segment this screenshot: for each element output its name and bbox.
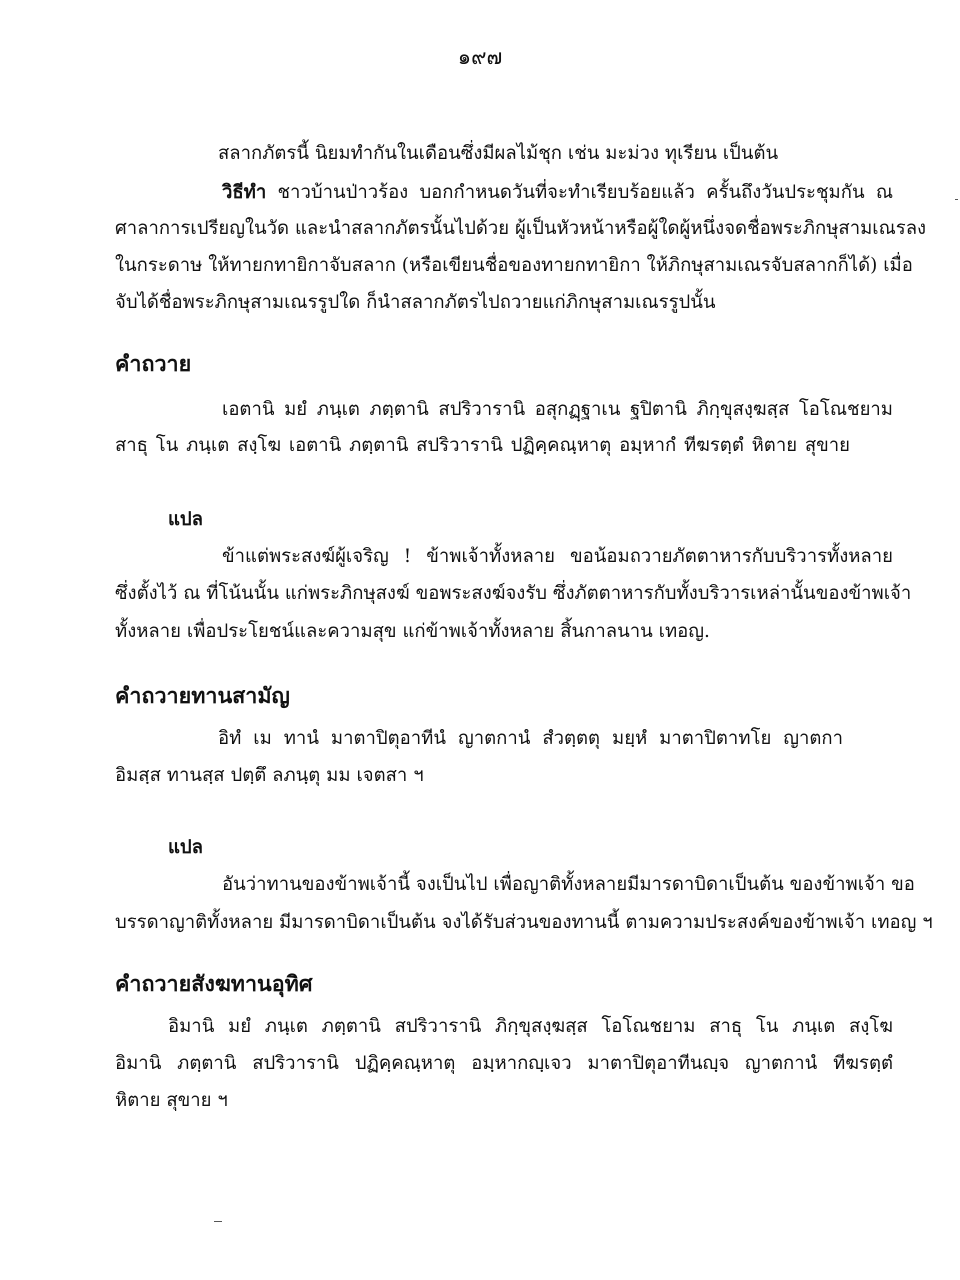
scan-speck: [214, 1221, 222, 1222]
offering-translation-line-3: ทั้งหลาย เพื่อประโยชน์และความสุข แก่ข้าพเจ้าทั้งหลาย สิ้นกาลนาน เทอญ.: [115, 621, 710, 642]
section-heading-dedication-offering: คำถวายสังฆทานอุทิศ: [115, 972, 313, 997]
offering-translation-line-2: ซึ่งตั้งไว้ ณ ที่โน้นนั้น แก่พระภิกษุสงฆ์ ขอพระสงฆ์จงรับ ซึ่งภัตตาหารกับทั้งบริวารเหล่านั้นของข้าพเจ้า: [115, 583, 912, 604]
scan-speck: [955, 199, 958, 200]
general-translation-label: แปล: [168, 837, 204, 858]
intro-line-1: สลากภัตรนี้ นิยมทำกันในเดือนซึ่งมีผลไม้ชุก เช่น มะม่วง ทุเรียน เป็นต้น: [218, 143, 779, 164]
intro-line-2: [222, 180, 893, 206]
general-translation-line-2: บรรดาญาติทั้งหลาย มีมารดาบิดาเป็นต้น จงได้รับส่วนของทานนี้ ตามความประสงค์ของข้าพเจ้า เทอญ ฯ: [115, 912, 933, 933]
intro-line-4: ในกระดาษ ให้ทายกทายิกาจับสลาก (หรือเขียนชื่อของทายกทายิกา ให้ภิกษุสามเณรจับสลากก็ได้) เมื่อ: [115, 255, 913, 276]
intro-line-3: ศาลาการเปรียญในวัด และนำสลากภัตรนั้นไปด้วย ผู้เป็นหัวหน้าหรือผู้ใดผู้หนึ่งจดชื่อพระภิกษุสามเณรลง: [115, 218, 927, 239]
dedication-verse-line-1: อิมานิ มยํ ภนฺเต ภตฺตานิ สปริวารานิ ภิกฺขุสงฺฆสฺส โอโณชยาม สาธุ โน ภนฺเต สงฺโฆ: [168, 1016, 893, 1037]
general-translation-line-1: อันว่าทานของข้าพเจ้านี้ จงเป็นไป เพื่อญาติทั้งหลายมีมารดาบิดาเป็นต้น ของข้าพเจ้า ขอ: [222, 874, 915, 895]
general-verse-line-2: อิมสฺส ทานสฺส ปตฺตึ ลภนฺตุ มม เจตสา ฯ: [115, 765, 424, 786]
intro-line-2-text: ชาวบ้านป่าวร้อง บอกกำหนดวันที่จะทำเรียบร้อยแล้ว ครั้นถึงวันประชุมกัน ณ: [277, 182, 893, 203]
offering-verse-line-1: เอตานิ มยํ ภนฺเต ภตฺตานิ สปริวารานิ อสุกฏฺฐาเน ฐปิตานิ ภิกฺขุสงฺฆสฺส โอโณชยาม: [222, 399, 893, 420]
page-number: ๑๙๗: [457, 45, 503, 69]
offering-translation-label: แปล: [168, 509, 204, 530]
method-label: วิธีทำ: [222, 182, 267, 203]
general-verse-line-1: อิทํ เม ทานํ มาตาปิตุอาทีนํ ญาตกานํ สํวตฺตตุ มยฺหํ มาตาปิตาทโย ญาตกา: [218, 728, 843, 749]
section-heading-general-offering: คำถวายทานสามัญ: [115, 684, 290, 709]
dedication-verse-line-3: หิตาย สุขาย ฯ: [115, 1090, 228, 1111]
intro-line-5: จับได้ชื่อพระภิกษุสามเณรรูปใด ก็นำสลากภัตรไปถวายแก่ภิกษุสามเณรรูปนั้น: [115, 292, 716, 313]
offering-translation-line-1: ข้าแต่พระสงฆ์ผู้เจริญ ! ข้าพเจ้าทั้งหลาย ขอน้อมถวายภัตตาหารกับบริวารทั้งหลาย: [222, 546, 893, 567]
section-heading-offering: คำถวาย: [115, 352, 192, 377]
dedication-verse-line-2: อิมานิ ภตฺตานิ สปริวารานิ ปฏิคฺคณฺหาตุ อมฺหากญฺเจว มาตาปิตุอาทีนญฺจ ญาตกานํ ทีฆรตฺตํ: [115, 1053, 893, 1074]
offering-verse-line-2: สาธุ โน ภนฺเต สงฺโฆ เอตานิ ภตฺตานิ สปริวารานิ ปฏิคฺคณฺหาตุ อมฺหากํ ทีฆรตฺตํ หิตาย สุขาย: [115, 435, 850, 456]
